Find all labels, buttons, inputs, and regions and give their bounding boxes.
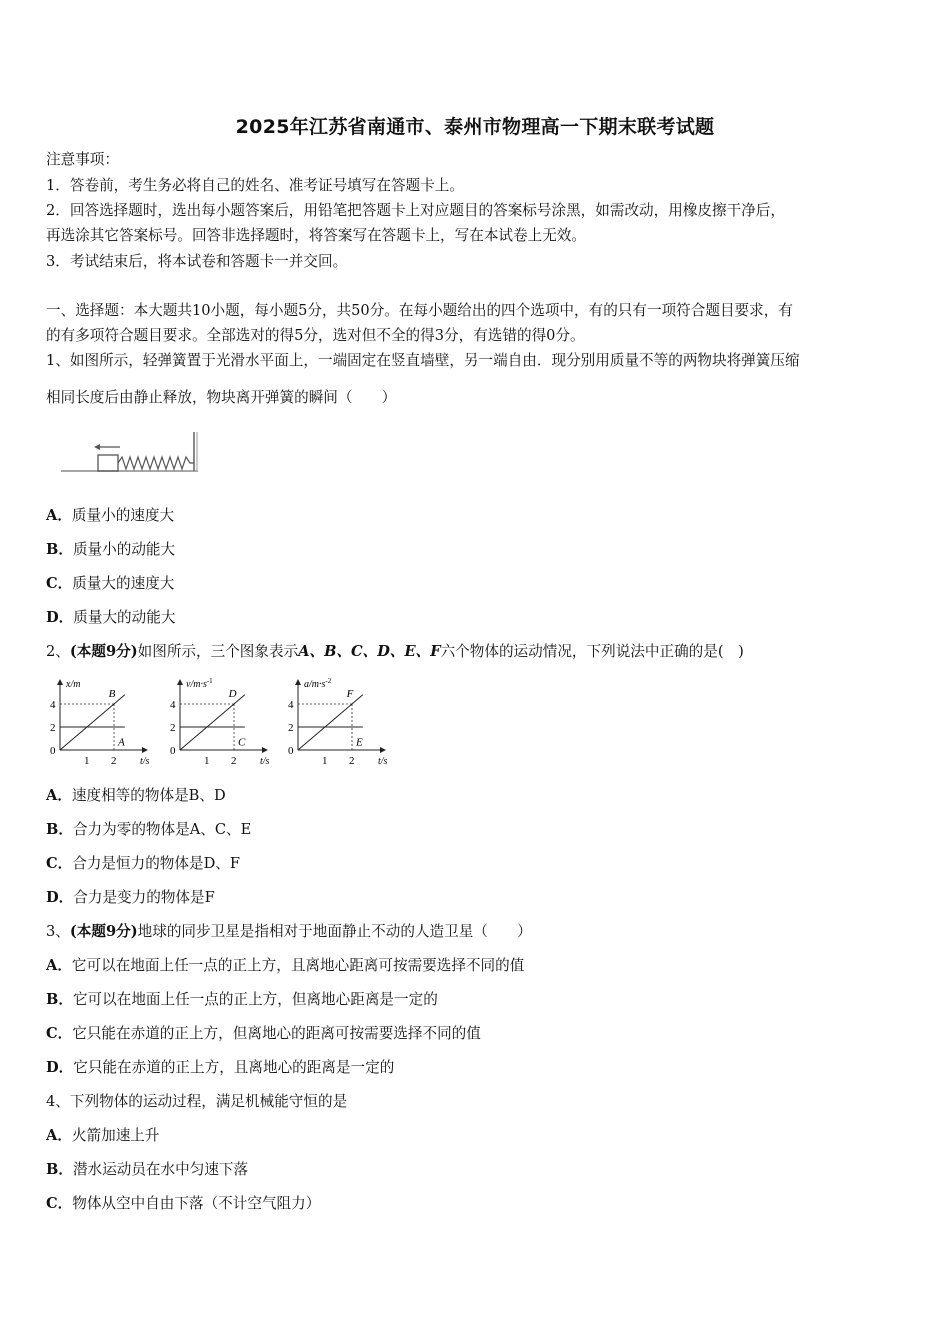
- x-tick-label: 2: [349, 755, 355, 767]
- series-label: C: [238, 736, 246, 749]
- q4-stem: 4、下列物体的运动过程，满足机械能守恒的是: [46, 1093, 348, 1110]
- q1-option-c: C．质量大的速度大: [46, 575, 175, 592]
- y-arrow-icon: [57, 679, 63, 685]
- y-tick-label: 4: [50, 699, 56, 711]
- spring-diagram: [58, 428, 203, 478]
- y-tick-label: 2: [50, 722, 56, 734]
- x-tick-label: 2: [111, 755, 117, 767]
- y-tick-label: 0: [170, 745, 176, 757]
- q1-stem: 1、如图所示，轻弹簧置于光滑水平面上，一端固定在竖直墙壁，另一端自由．现分别用质量不等的两物块将弹簧压缩: [46, 352, 800, 369]
- page-title: 2025年江苏省南通市、泰州市物理高一下期末联考试题: [235, 116, 715, 138]
- q3-stem: 3、(本题9分)地球的同步卫星是指相对于地面静止不动的人造卫星（ ）: [46, 923, 532, 940]
- y-axis-label: $a/m\cdot s^{-2}$: [304, 677, 332, 690]
- series-rising-line: [298, 695, 363, 750]
- q2-option-c: C．合力是恒力的物体是D、F: [46, 855, 240, 872]
- y-arrow-icon: [295, 679, 301, 685]
- x-tick-label: 1: [204, 755, 210, 767]
- y-tick-label: 0: [288, 745, 294, 757]
- notice-item: 1．答卷前，考生务必将自己的姓名、准考证号填写在答题卡上。: [46, 177, 464, 194]
- q2-option-d: D．合力是变力的物体是F: [46, 889, 215, 906]
- y-tick-label: 2: [170, 722, 176, 734]
- y-arrow-icon: [177, 679, 183, 685]
- q4-option-a: A．火箭加速上升: [46, 1127, 160, 1144]
- q4-option-b: B．潜水运动员在水中匀速下落: [46, 1161, 249, 1178]
- x-axis-label: t/s: [378, 756, 388, 767]
- notice-item: 再选涂其它答案标号。回答非选择题时，将答案写在答题卡上，写在本试卷上无效。: [46, 227, 586, 244]
- q2-option-a: A．速度相等的物体是B、D: [46, 787, 226, 804]
- series-rising-line: [60, 695, 125, 750]
- x-arrow-icon: [142, 747, 148, 753]
- x-arrow-icon: [380, 747, 386, 753]
- q1-option-a: A．质量小的速度大: [46, 507, 175, 524]
- x-axis-label: t/s: [260, 756, 270, 767]
- series-label: B: [108, 688, 116, 701]
- arrow-head-icon: [94, 444, 100, 450]
- q3-option-a: A．它可以在地面上任一点的正上方，且离地心距离可按需要选择不同的值: [46, 957, 525, 974]
- q4-option-c: C．物体从空中自由下落（不计空气阻力）: [46, 1195, 321, 1212]
- q1-stem-cont: 相同长度后由静止释放，物块离开弹簧的瞬间（ ）: [46, 389, 397, 406]
- q1-option-b: B．质量小的动能大: [46, 541, 176, 558]
- spring-shape: [118, 457, 194, 469]
- q2-stem: 2、(本题9分)如图所示，三个图象表示A、B、C、D、E、F六个物体的运动情况，下列说法中正确的是( ): [46, 643, 744, 660]
- block-shape: [98, 455, 118, 471]
- y-axis-label: $v/m\cdot s^{-1}$: [186, 677, 213, 690]
- graph-a-t: [288, 677, 388, 767]
- y-tick-label: 4: [288, 699, 294, 711]
- y-tick-label: 4: [170, 699, 176, 711]
- series-label: F: [346, 688, 354, 701]
- x-arrow-icon: [262, 747, 268, 753]
- notice-item: 2．回答选择题时，选出每小题答案后，用铅笔把答题卡上对应题目的答案标号涂黑，如需改动，用橡皮擦干净后，: [46, 202, 785, 219]
- series-label: A: [118, 736, 125, 749]
- series-rising-line: [180, 695, 245, 750]
- x-tick-label: 1: [84, 755, 90, 767]
- q3-option-d: D．它只能在赤道的正上方，且离地心的距离是一定的: [46, 1059, 395, 1076]
- section-heading: 一、选择题：本大题共10小题，每小题5分，共50分。在每小题给出的四个选项中，有的只有一项符合题目要求，有: [46, 302, 793, 319]
- q3-option-b: B．它可以在地面上任一点的正上方，但离地心距离是一定的: [46, 991, 438, 1008]
- y-tick-label: 0: [50, 745, 56, 757]
- notice-item: 3．考试结束后，将本试卷和答题卡一并交回。: [46, 253, 348, 270]
- q2-option-b: B．合力为零的物体是A、C、E: [46, 821, 252, 838]
- section-heading-cont: 的有多项符合题目要求。全部选对的得5分，选对但不全的得3分，有选错的得0分。: [46, 327, 585, 344]
- q1-option-d: D．质量大的动能大: [46, 609, 176, 626]
- q2-graphs: [44, 676, 389, 768]
- series-label: D: [228, 688, 237, 701]
- graph-x-t: [50, 679, 150, 767]
- series-label: E: [356, 736, 363, 749]
- x-tick-label: 1: [322, 755, 328, 767]
- y-axis-label: x/m: [66, 679, 81, 690]
- x-tick-label: 2: [231, 755, 237, 767]
- x-axis-label: t/s: [140, 756, 150, 767]
- graph-v-t: [170, 677, 270, 767]
- y-tick-label: 2: [288, 722, 294, 734]
- q3-option-c: C．它只能在赤道的正上方，但离地心的距离可按需要选择不同的值: [46, 1025, 481, 1042]
- notice-heading: 注意事项：: [46, 151, 119, 168]
